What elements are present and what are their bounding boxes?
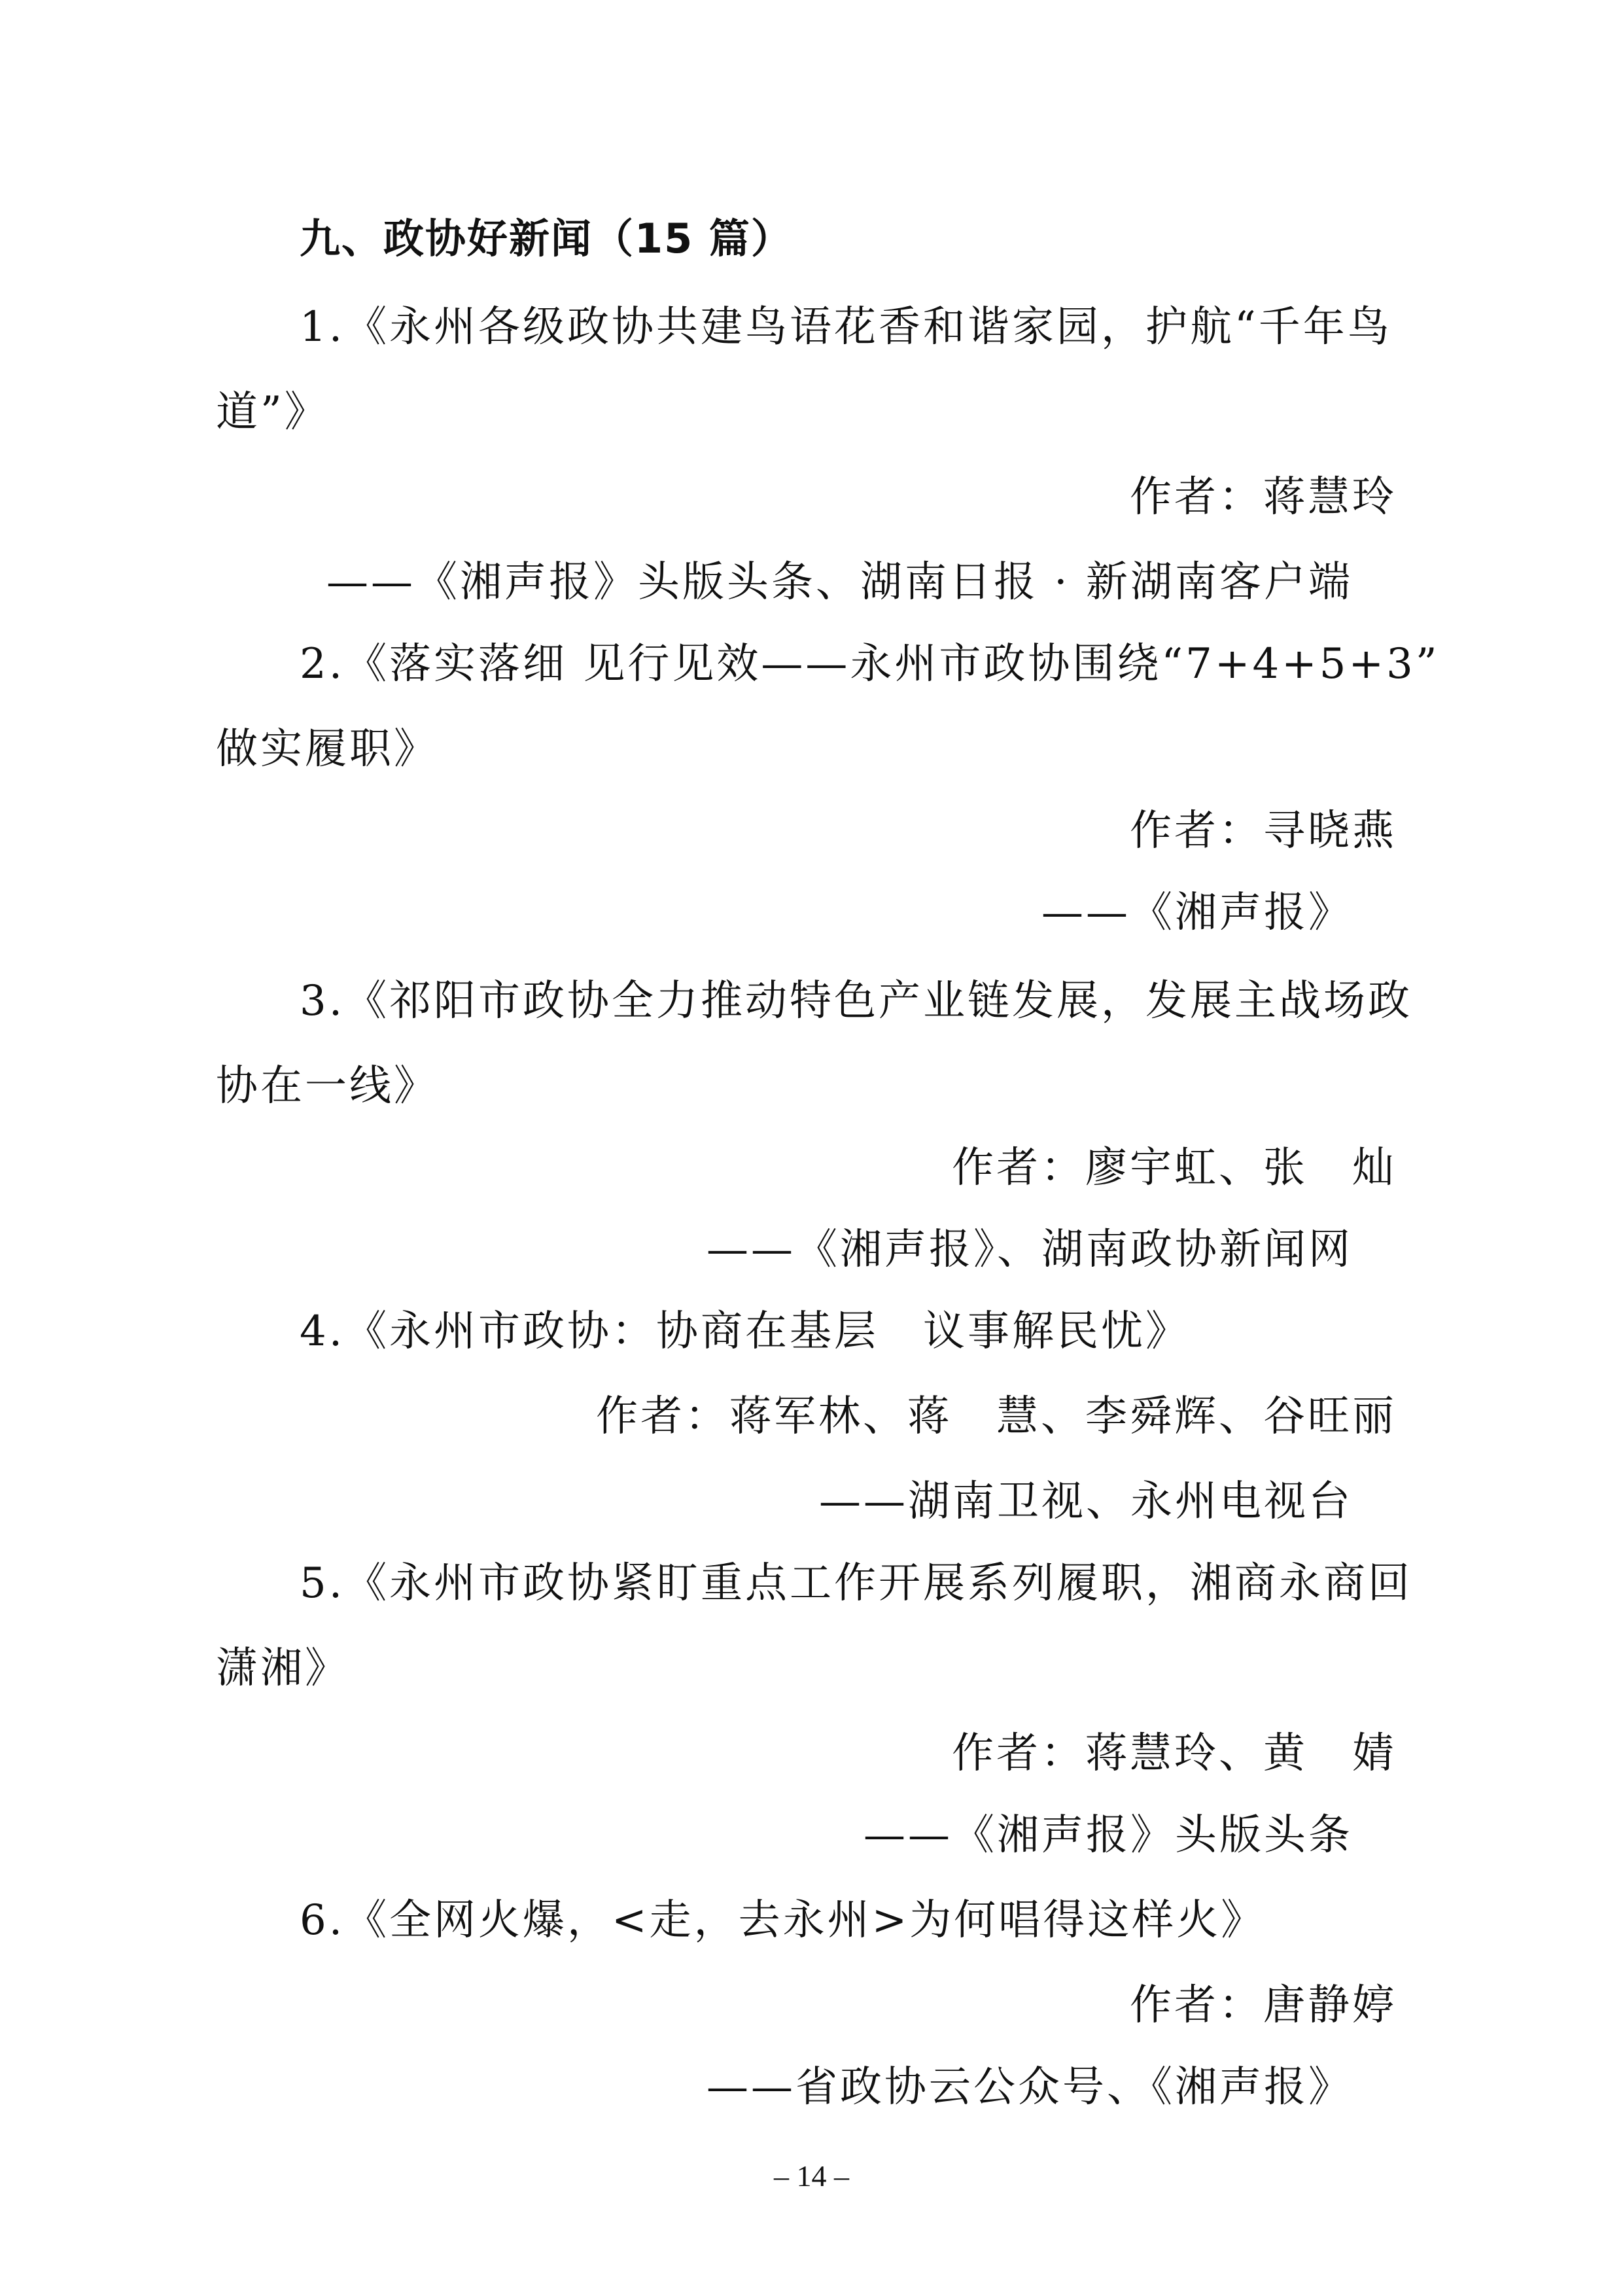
item-4-title-line-1: 4.《永州市政协：协商在基层 议事解民忧》 xyxy=(300,1307,1191,1356)
item-5-author: 作者：蒋慧玲、黄 婧 xyxy=(952,1729,1397,1778)
page-number: – 14 – xyxy=(774,2159,849,2193)
item-3-author: 作者：廖宇虹、张 灿 xyxy=(952,1144,1397,1192)
item-1-title-line-2: 道”》 xyxy=(216,388,329,436)
item-5-title-line-1: 5.《永州市政协紧盯重点工作开展系列履职，湘商永商回 xyxy=(300,1559,1413,1608)
item-3-title-line-1: 3.《祁阳市政协全力推动特色产业链发展，发展主战场政 xyxy=(300,977,1413,1025)
item-4-author: 作者：蒋军林、蒋 慧、李舜辉、谷旺丽 xyxy=(596,1392,1397,1441)
item-1-title-line-1: 1.《永州各级政协共建鸟语花香和谐家园，护航“千年鸟 xyxy=(300,303,1392,351)
item-2-author: 作者：寻晓燕 xyxy=(1130,807,1397,855)
item-2-title-line-2: 做实履职》 xyxy=(216,725,438,773)
item-1-source: ——《湘声报》头版头条、湖南日报 · 新湖南客户端 xyxy=(326,558,1353,607)
item-3-title-line-2: 协在一线》 xyxy=(216,1062,438,1110)
item-4-source: ——湖南卫视、永州电视台 xyxy=(819,1477,1353,1526)
item-1-author: 作者：蒋慧玲 xyxy=(1130,473,1397,521)
item-2-title-line-1: 2.《落实落细 见行见效——永州市政协围绕“7+4+5+3” xyxy=(300,640,1440,688)
item-6-author: 作者：唐静婷 xyxy=(1130,1981,1397,2030)
item-2-source: ——《湘声报》 xyxy=(1041,889,1353,937)
section-heading: 九、政协好新闻（15 篇） xyxy=(300,215,793,262)
item-6-source: ——省政协云公众号、《湘声报》 xyxy=(707,2063,1353,2111)
item-5-title-line-2: 潇湘》 xyxy=(216,1644,349,1693)
item-5-source: ——《湘声报》头版头条 xyxy=(864,1811,1353,1860)
item-6-title-line-1: 6.《全网火爆，<走，去永州>为何唱得这样火》 xyxy=(300,1896,1266,1945)
item-3-source: ——《湘声报》、湖南政协新闻网 xyxy=(707,1226,1353,1274)
